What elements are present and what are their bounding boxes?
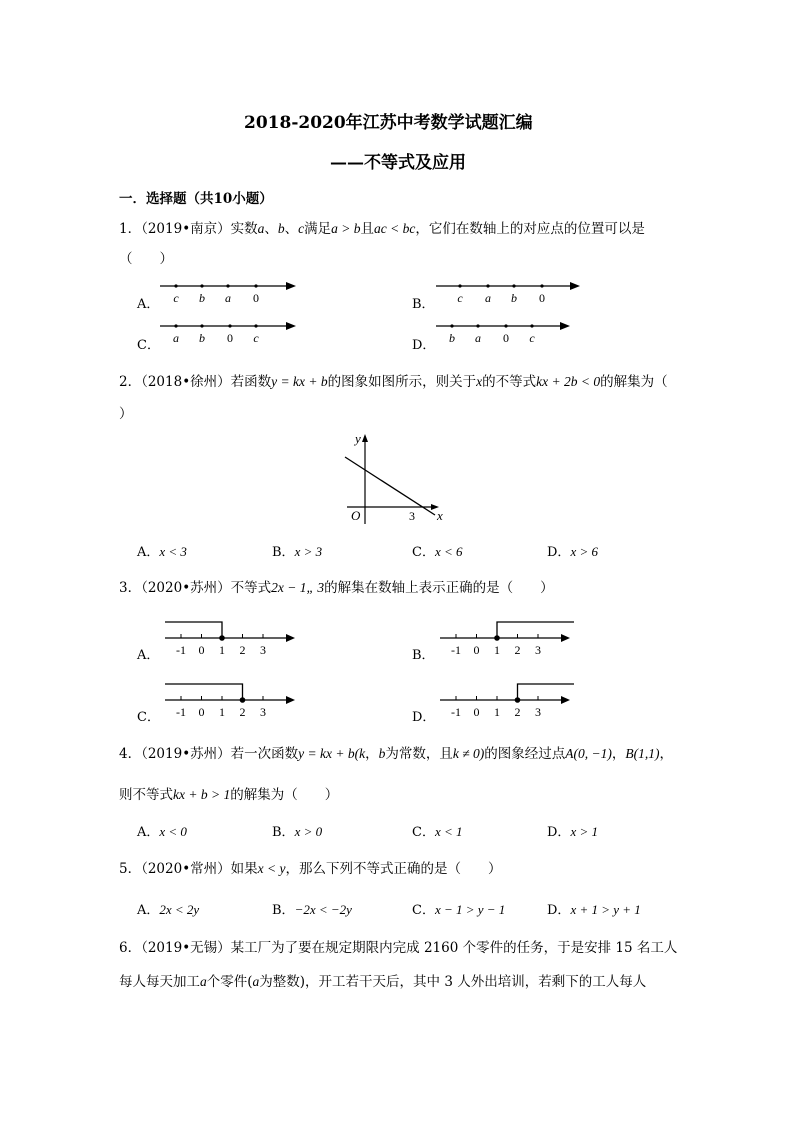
q3-tick-label: 0 [198, 643, 205, 657]
q5-option-c: C．x − 1 > y − 1 [412, 902, 506, 918]
q2-close-paren: ） [119, 406, 133, 422]
q2-option-c: C．x < 6 [412, 544, 463, 560]
q1-paren: （ ） [119, 251, 173, 267]
q3-tick-label: 0 [473, 705, 480, 719]
q1b-tick-3: b [511, 291, 517, 305]
q5-option-d: D．x + 1 > y + 1 [547, 902, 641, 918]
q3-tick-label: 1 [219, 705, 225, 719]
q5-stem: 5．（2020•常州）如果x < y，那么下列不等式正确的是（ ） [119, 861, 502, 877]
q3-solution-ray [518, 684, 575, 700]
q2-option-d: D．x > 6 [547, 544, 598, 560]
q3-stem: 3．（2020•苏州）不等式2x − 1„ 3的解集在数轴上表示正确的是（ ） [119, 580, 554, 596]
q3-axis-arrow [561, 634, 570, 642]
q3-solution-ray [165, 684, 243, 700]
q2-graph-x-label: x [437, 508, 443, 523]
q1c-tick-4: c [253, 331, 259, 345]
q3-option-c-numberline [165, 678, 305, 724]
section-title: 一．选择题（共10小题） [119, 191, 273, 207]
q3-tick-label: -1 [176, 643, 186, 657]
q3-tick-label: 1 [494, 705, 500, 719]
q4-option-d: D．x > 1 [547, 824, 598, 840]
q6-stem-line2: 每人每天加工a个零件(a为整数)，开工若干天后，其中 3 人外出培训，若剩下的工人每人 [119, 974, 647, 990]
q3-option-d-label: D． [412, 710, 436, 725]
q3-tick-label: -1 [176, 705, 186, 719]
q3-option-b-label: B． [412, 648, 435, 663]
q1c-tick-3: 0 [227, 331, 233, 345]
q3-tick-label: 3 [260, 705, 266, 719]
q2-graph-origin: O [351, 508, 361, 523]
q3-option-d-numberline [440, 678, 580, 724]
q2-stem: 2．（2018•徐州）若函数y = kx + b的图象如图所示，则关于x的不等式kx + 2b < 0的解集为（ [119, 374, 668, 390]
q1d-tick-4: c [529, 331, 535, 345]
q1-option-d-numberline [436, 316, 576, 346]
q3-tick-label: 3 [535, 705, 541, 719]
q3-solution-point [515, 697, 521, 703]
q4-stem-line2: 则不等式kx + b > 1的解集为（ ） [119, 787, 339, 803]
q4-option-b: B．x > 0 [272, 824, 323, 840]
q1a-tick-3: a [225, 291, 231, 305]
q3-tick-label: 3 [260, 643, 266, 657]
q3-tick-label: 0 [198, 705, 205, 719]
q3-tick-label: 1 [494, 643, 500, 657]
q1-option-a-numberline [160, 276, 300, 306]
q3-solution-point [494, 635, 500, 641]
q3-axis-arrow [561, 696, 570, 704]
q3-tick-label: 3 [535, 643, 541, 657]
q3-axis-arrow [286, 696, 295, 704]
q1-option-a-label: A． [137, 297, 160, 312]
q1c-tick-2: b [199, 331, 205, 345]
q3-solution-point [240, 697, 246, 703]
q3-tick-label: 2 [514, 705, 521, 719]
q1a-tick-2: b [199, 291, 205, 305]
q2-option-a: A．x < 3 [137, 544, 187, 560]
q1-option-c-label: C． [137, 338, 160, 353]
q6-stem-line1: 6．（2019•无锡）某工厂为了要在规定期限内完成 2160 个零件的任务，于是安排 15 名工人 [119, 940, 678, 956]
q5-option-a: A．2x < 2y [137, 902, 200, 918]
q2-function-graph [337, 432, 447, 527]
q3-tick-label: 2 [514, 643, 521, 657]
q3-tick-label: -1 [451, 643, 461, 657]
q3-option-b-numberline [440, 616, 580, 662]
q3-axis-arrow [286, 634, 295, 642]
q4-option-c: C．x < 1 [412, 824, 463, 840]
q3-option-c-label: C． [137, 710, 160, 725]
page-title: 2018-2020年江苏中考数学试题汇编 [244, 113, 533, 133]
q3-tick-label: 2 [239, 705, 246, 719]
q1d-tick-2: a [475, 331, 481, 345]
q4-option-a: A．x < 0 [137, 824, 187, 840]
q2-graph-intercept-label: 3 [409, 509, 415, 523]
q4-stem-line1: 4．（2019•苏州）若一次函数y = kx + b(k，b为常数，且k ≠ 0)的图象经过点A(0, −1)，B(1,1)， [119, 746, 673, 762]
q1d-tick-3: 0 [503, 331, 509, 345]
q3-tick-label: 2 [239, 643, 246, 657]
page-subtitle: ——不等式及应用 [330, 153, 466, 173]
q3-tick-label: 0 [473, 643, 480, 657]
q1-option-b-label: B． [412, 297, 435, 312]
q3-tick-label: 1 [219, 643, 225, 657]
q2-option-b: B．x > 3 [272, 544, 323, 560]
q3-solution-ray [165, 622, 222, 638]
q1-option-d-label: D． [412, 338, 436, 353]
q3-solution-point [219, 635, 225, 641]
q1b-tick-2: a [485, 291, 491, 305]
q1-stem: 1．（2019•南京）实数a、b、c满足a > b且ac < bc，它们在数轴上的对应点的位置可以是 [119, 221, 645, 237]
q1b-tick-1: c [457, 291, 463, 305]
q1-option-c-numberline [160, 316, 300, 346]
q3-option-a-label: A． [137, 648, 160, 663]
q1-option-b-numberline [436, 276, 586, 306]
q2-graph-y-label: y [355, 431, 361, 446]
q1a-tick-4: 0 [253, 291, 259, 305]
q1b-tick-4: 0 [539, 291, 545, 305]
q1d-tick-1: b [449, 331, 455, 345]
q5-option-b: B．−2x < −2y [272, 902, 352, 918]
q1a-tick-1: c [173, 291, 179, 305]
q2-graph-line [345, 457, 435, 515]
q1c-tick-1: a [173, 331, 179, 345]
q3-tick-label: -1 [451, 705, 461, 719]
q3-option-a-numberline [165, 616, 305, 662]
